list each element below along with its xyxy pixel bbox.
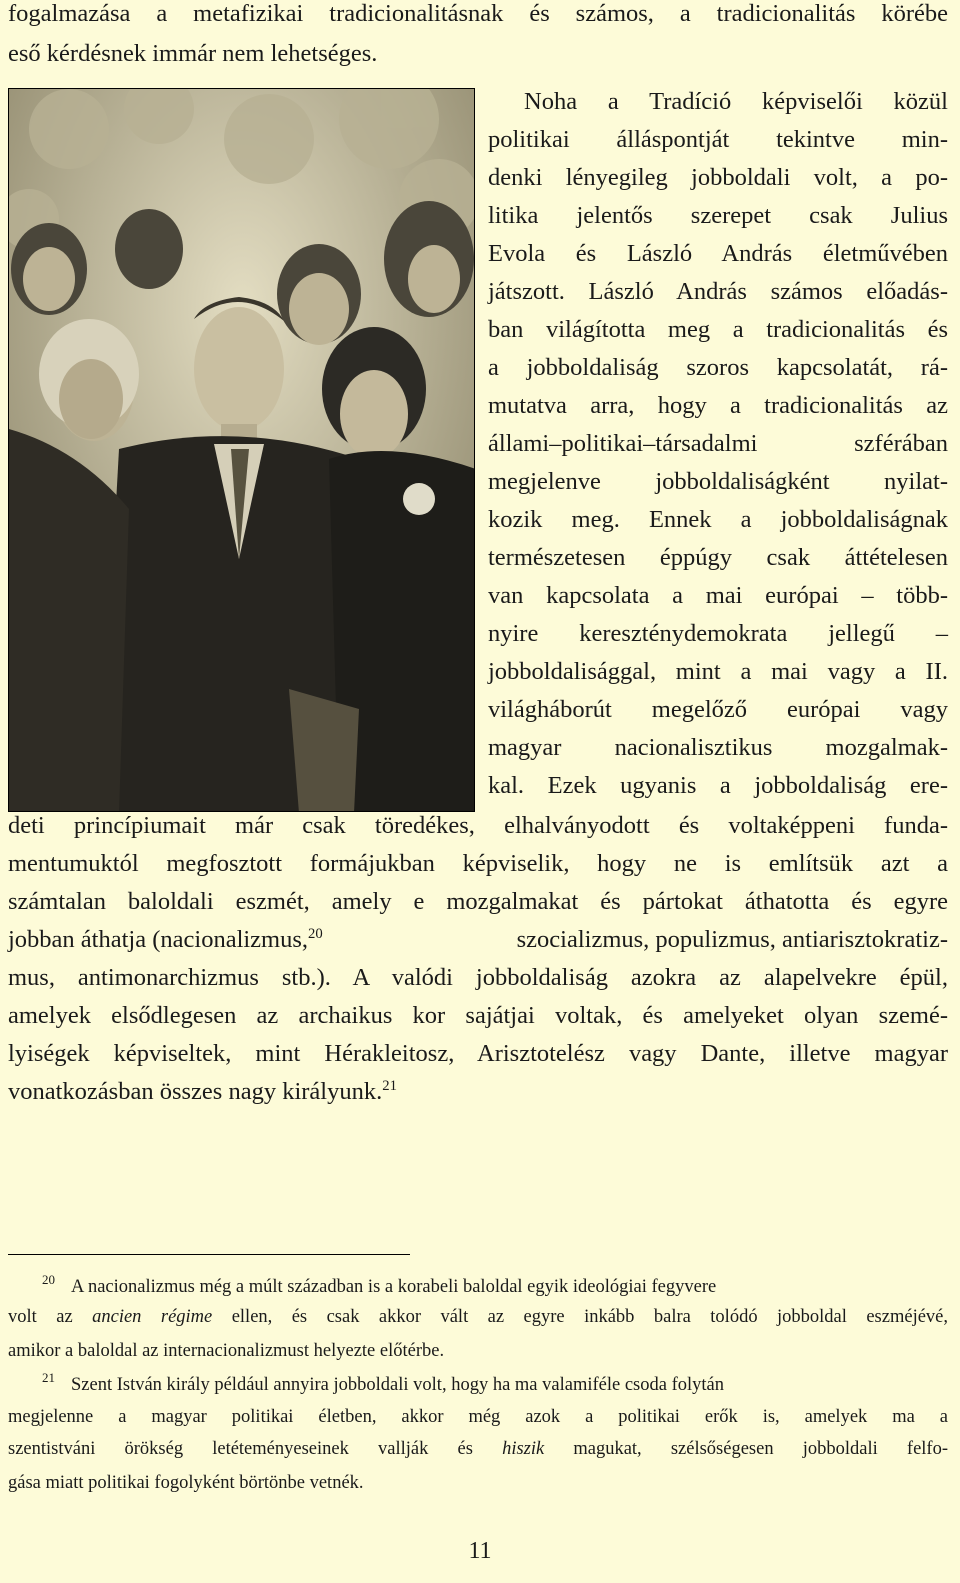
footnote-number: 20: [42, 1272, 55, 1288]
body-line: kozik meg. Ennek a jobboldaliságnak: [488, 506, 948, 533]
page-number: 11: [468, 1538, 492, 1564]
footnote-line: [8, 1306, 948, 1328]
body-line: a jobboldaliság szoros kapcsolatát, rá-: [488, 354, 948, 381]
body-line: Noha a Tradíció képviselői közül: [524, 88, 948, 115]
body-line: világháborút megelőző európai vagy: [488, 696, 948, 723]
body-line: politikai álláspontját tekintve min-: [488, 126, 948, 153]
text-segment: ellen, és csak akkor vált az egyre inkább balra tolódó jobboldal eszméjévé,: [212, 1307, 949, 1327]
text-segment: szentistváni örökség letéteményeseinek vallják és: [8, 1439, 503, 1459]
body-line: [8, 1078, 397, 1106]
body-line: litika jelentős szerepet csak Julius: [488, 202, 948, 229]
italic-term: ancien régime: [92, 1307, 213, 1327]
body-line: megjelenve jobboldaliságként nyilat-: [488, 468, 948, 495]
body-line: mentumuktól megfosztott formájukban képviselik, hogy ne is említsük azt a: [8, 850, 948, 877]
footnote-text: [8, 1272, 717, 1298]
footnote-20: [8, 1272, 948, 1298]
body-line: [8, 926, 948, 954]
footnote-21: [8, 1370, 948, 1396]
text-segment: Szent István király például annyira jobboldali volt, hogy ha ma valamiféle csoda folytán: [71, 1375, 724, 1395]
body-line: denki lényegileg jobboldali volt, a po-: [488, 164, 948, 191]
body-line: számtalan baloldali eszmét, amely e mozgalmakat és pártokat áthatotta és egyre: [8, 888, 948, 915]
group-photograph: [8, 88, 475, 812]
body-line: mutatva arra, hogy a tradicionalitás az: [488, 392, 948, 419]
body-line: mus, antimonarchizmus stb.). A valódi jobboldaliság azokra az alapelvekre épül,: [8, 964, 948, 991]
footnote-line: amikor a baloldal az internacionalizmust helyezte előtérbe.: [8, 1341, 445, 1361]
body-line: állami–politikai–társadalmi szférában: [488, 430, 948, 457]
italic-term: hiszik: [502, 1439, 545, 1459]
body-line: Evola és László András életművében: [488, 240, 948, 267]
footnote-line: megjelenne a magyar politikai életben, akkor még azok a politikai erők is, amelyek ma a: [8, 1407, 948, 1427]
text-segment: volt az: [8, 1307, 93, 1327]
text-segment: jobban áthatja (nacionalizmus,: [8, 926, 309, 953]
footnote-ref-21[interactable]: 21: [382, 1078, 397, 1095]
body-line: ban világította meg a tradicionalitás és: [488, 316, 948, 343]
footnote-ref-20[interactable]: 20: [308, 926, 323, 943]
text-segment: A nacionalizmus még a múlt században is a korabeli baloldal egyik ideológiai fegyvere: [71, 1277, 717, 1297]
body-line: fogalmazása a metafizikai tradicionalitásnak és számos, a tradicionalitás körébe: [8, 0, 948, 27]
text-segment: vonatkozásban összes nagy királyunk.: [8, 1078, 383, 1105]
body-line: nyire kereszténydemokrata jellegű –: [488, 620, 948, 647]
photo-illustration: [9, 89, 475, 812]
body-line: deti princípiumait már csak töredékes, elhalványodott és voltaképpeni funda-: [8, 812, 948, 839]
body-line: van kapcsolata a mai európai – több-: [488, 582, 948, 609]
body-line: játszott. László András számos előadás-: [488, 278, 948, 305]
body-line-part: [8, 926, 323, 954]
body-line: amelyek elsődlegesen az archaikus kor sajátjai voltak, és amelyeket olyan szemé-: [8, 1002, 948, 1029]
body-line: lyiségek képviseltek, mint Hérakleitosz, Arisztotelész vagy Dante, illetve magyar: [8, 1040, 948, 1067]
body-line: jobboldalisággal, mint a mai vagy a II.: [488, 658, 948, 685]
footnote-line: [8, 1438, 948, 1460]
body-line: kal. Ezek ugyanis a jobboldaliság ere-: [488, 772, 948, 799]
body-line: természetesen éppúgy csak áttételesen: [488, 544, 948, 571]
footnote-line: gása miatt politikai fogolyként börtönbe vetnék.: [8, 1473, 364, 1493]
footnote-separator: [8, 1254, 410, 1255]
body-line: magyar nacionalisztikus mozgalmak-: [488, 734, 948, 761]
text-segment: magukat, szélsőségesen jobboldali felfo-: [544, 1439, 948, 1459]
footnote-text: [8, 1370, 724, 1395]
footnote-number: 21: [42, 1370, 55, 1386]
body-line: eső kérdésnek immár nem lehetséges.: [8, 40, 378, 67]
body-line-part: szocializmus, populizmus, antiarisztokratiz-: [516, 926, 948, 953]
